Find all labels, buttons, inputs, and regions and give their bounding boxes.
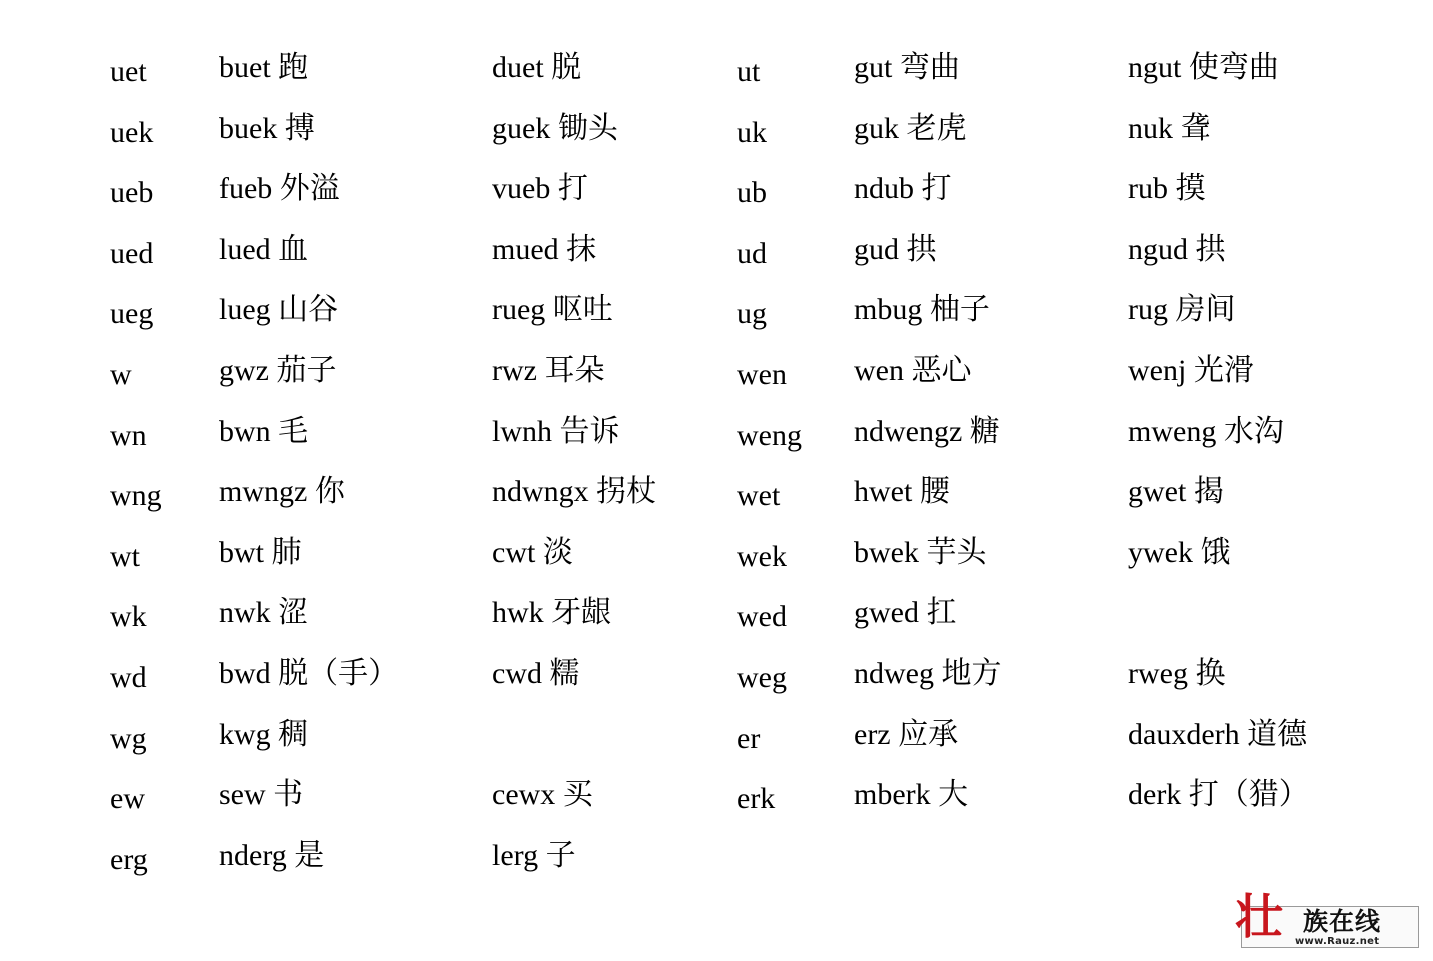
cell-rhyme-2: ug bbox=[737, 297, 767, 331]
cell-rhyme: ued bbox=[110, 236, 154, 270]
cell-rhyme-2: wek bbox=[737, 539, 787, 573]
cell-rhyme-2: wen bbox=[737, 358, 787, 391]
cell-rhyme-2: uk bbox=[737, 115, 767, 149]
cell-example-a: nwk 涩 bbox=[219, 596, 309, 630]
cell-example-a: kwg 稠 bbox=[219, 717, 309, 751]
cell-example-d: wenj 光滑 bbox=[1128, 354, 1254, 387]
cell-example-d: derk 打（猎） bbox=[1128, 778, 1309, 812]
cell-rhyme: ueg bbox=[110, 297, 154, 331]
cell-example-c: wen 恶心 bbox=[854, 354, 972, 387]
cell-example-c: erz 应承 bbox=[854, 717, 959, 751]
cell-example-d: dauxderh 道德 bbox=[1128, 717, 1308, 751]
cell-example-a: lued 血 bbox=[219, 232, 309, 266]
cell-rhyme-2: er bbox=[737, 721, 761, 755]
cell-example-a: sew 书 bbox=[219, 778, 304, 812]
cell-rhyme: wt bbox=[110, 539, 140, 573]
cell-example-d: ywek 饿 bbox=[1128, 535, 1231, 569]
cell-example-a: lueg 山谷 bbox=[219, 293, 339, 327]
cell-example-a: bwd 脱（手） bbox=[219, 657, 399, 690]
cell-example-b: cewx 买 bbox=[492, 778, 593, 812]
cell-example-d: mweng 水沟 bbox=[1128, 414, 1284, 448]
cell-example-c: gud 拱 bbox=[854, 232, 937, 266]
watermark-url: www.Rauz.net bbox=[1295, 936, 1380, 947]
cell-example-c: ndweg 地方 bbox=[854, 657, 1002, 690]
cell-example-d: ngut 使弯曲 bbox=[1128, 51, 1279, 84]
cell-rhyme-2: ub bbox=[737, 176, 767, 210]
cell-example-b: hwk 牙龈 bbox=[492, 596, 612, 630]
cell-rhyme: uet bbox=[110, 55, 147, 88]
cell-example-a: buet 跑 bbox=[219, 51, 309, 84]
cell-example-b: ndwngx 拐杖 bbox=[492, 475, 657, 509]
cell-example-a: fueb 外溢 bbox=[219, 172, 340, 206]
cell-example-c: gut 弯曲 bbox=[854, 51, 960, 84]
cell-example-a: buek 搏 bbox=[219, 111, 315, 145]
cell-example-a: gwz 茄子 bbox=[219, 354, 337, 387]
cell-rhyme: ueb bbox=[110, 176, 154, 210]
cell-example-b: vueb 打 bbox=[492, 172, 588, 206]
cell-example-a: nderg 是 bbox=[219, 838, 325, 872]
cell-example-c: ndwengz 糖 bbox=[854, 414, 1000, 448]
cell-rhyme-2: ud bbox=[737, 236, 767, 270]
cell-rhyme: wk bbox=[110, 600, 147, 634]
cell-example-c: guk 老虎 bbox=[854, 111, 967, 145]
cell-example-d: rub 摸 bbox=[1128, 172, 1206, 206]
cell-example-d: gwet 揭 bbox=[1128, 475, 1224, 509]
cell-example-b: duet 脱 bbox=[492, 51, 582, 84]
cell-example-b: cwt 淡 bbox=[492, 535, 573, 569]
cell-rhyme-2: ut bbox=[737, 55, 761, 88]
watermark-brand: 族在线 bbox=[1303, 907, 1382, 936]
cell-example-c: gwed 扛 bbox=[854, 596, 957, 630]
cell-rhyme: wd bbox=[110, 661, 147, 694]
cell-rhyme: wn bbox=[110, 418, 147, 452]
cell-example-d: rweg 换 bbox=[1128, 657, 1226, 690]
cell-example-d: ngud 拱 bbox=[1128, 232, 1226, 266]
cell-rhyme: ew bbox=[110, 782, 145, 816]
cell-rhyme-2: weg bbox=[737, 661, 787, 694]
cell-example-c: hwet 腰 bbox=[854, 475, 950, 509]
cell-rhyme: wng bbox=[110, 479, 162, 513]
cell-example-b: cwd 糯 bbox=[492, 657, 580, 690]
cell-example-d: rug 房间 bbox=[1128, 293, 1236, 327]
cell-rhyme: wg bbox=[110, 721, 147, 755]
cell-rhyme-2: wed bbox=[737, 600, 787, 634]
cell-rhyme-2: wet bbox=[737, 479, 781, 513]
cell-example-a: bwn 毛 bbox=[219, 414, 309, 448]
cell-example-b: rwz 耳朵 bbox=[492, 354, 605, 387]
cell-example-c: ndub 打 bbox=[854, 172, 952, 206]
cell-example-c: mbug 柚子 bbox=[854, 293, 990, 327]
cell-rhyme-2: weng bbox=[737, 418, 802, 452]
cell-rhyme-2: erk bbox=[737, 782, 776, 816]
cell-rhyme: erg bbox=[110, 842, 148, 876]
cell-example-b: lwnh 告诉 bbox=[492, 414, 620, 448]
cell-example-b: lerg 子 bbox=[492, 838, 576, 872]
cell-example-a: mwngz 你 bbox=[219, 475, 345, 509]
cell-example-b: guek 锄头 bbox=[492, 111, 618, 145]
site-watermark bbox=[1235, 889, 1419, 951]
cell-example-b: mued 抹 bbox=[492, 232, 597, 266]
watermark-logo-glyph: 壮 bbox=[1235, 889, 1284, 945]
cell-rhyme: uek bbox=[110, 115, 154, 149]
cell-example-d: nuk 聋 bbox=[1128, 111, 1211, 145]
cell-example-c: bwek 芋头 bbox=[854, 535, 987, 569]
cell-example-a: bwt 肺 bbox=[219, 535, 302, 569]
cell-rhyme: w bbox=[110, 358, 132, 391]
cell-example-c: mberk 大 bbox=[854, 778, 969, 812]
cell-example-b: rueg 呕吐 bbox=[492, 293, 613, 327]
